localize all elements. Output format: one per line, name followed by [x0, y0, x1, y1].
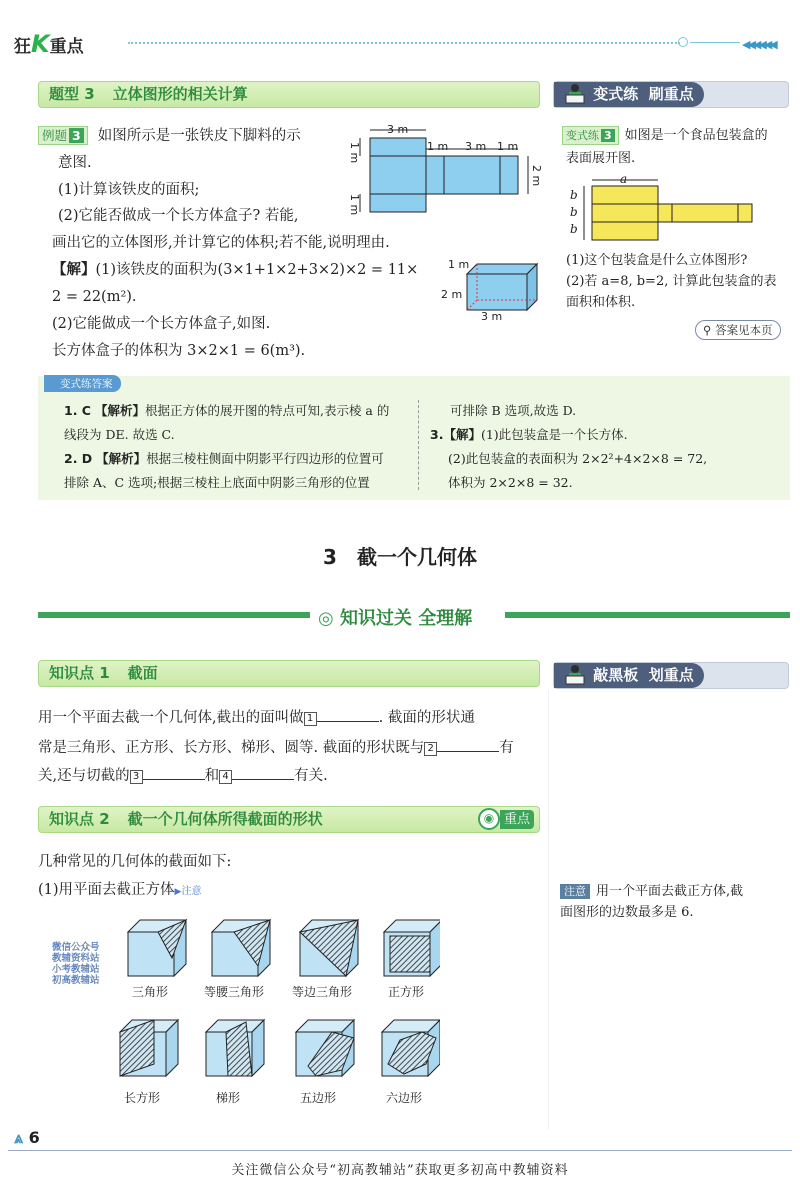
example-question-1: (1)计算该铁皮的面积;	[58, 182, 200, 198]
footer-text: 关注微信公众号“初高教辅站”获取更多初高中教辅资料	[231, 1163, 569, 1178]
net-label-right: 2 m	[530, 165, 543, 187]
footer-rule	[8, 1150, 792, 1151]
brand-logo: 狂K重点	[14, 30, 84, 58]
fig-label-b2: b	[570, 205, 578, 219]
note-line-2: 面图形的边数最多是 6.	[560, 905, 694, 920]
answer-2a: 2. D 【解析】根据三棱柱侧面中阴影平行四边形的位置可	[64, 451, 384, 466]
net-label-left1: 1 m	[348, 142, 361, 164]
swirl-icon: ◎	[318, 608, 334, 629]
example-line-1: 例题 3 如图所示是一张铁皮下脚料的示	[38, 126, 301, 146]
sheet-net-figure	[348, 118, 548, 218]
fig-label-b3: b	[570, 222, 578, 236]
header-arrows-icon: ◀◀◀◀◀◀	[742, 38, 775, 51]
net-label-a: 1 m	[427, 140, 449, 153]
cube-label-6: 梯形	[215, 1091, 240, 1105]
side-q1: (1)这个包装盒是什么立体图形?	[566, 253, 748, 268]
answers-panel	[38, 376, 790, 500]
answer-reference-link[interactable]: ⚲ 答案见本页	[695, 320, 781, 340]
answer-1a: 1. C 【解析】根据正方体的展开图的特点可知,表示棱 a 的	[64, 403, 390, 418]
answer-2b: 排除 A、C 选项;根据三棱柱上底面中阴影三角形的位置	[64, 475, 370, 490]
package-net-figure	[578, 172, 762, 242]
fig-label-a: a	[620, 172, 628, 186]
answer-3a: 3.【解】(1)此包装盒是一个长方体.	[430, 427, 628, 442]
solution-line-3: (2)它能做成一个长方体盒子,如图.	[52, 316, 271, 332]
example-line-2: 意图.	[58, 155, 92, 171]
answer-2c: 可排除 B 选项,故选 D.	[450, 403, 577, 418]
box-label-w: 3 m	[481, 310, 503, 323]
header-circle	[678, 37, 688, 47]
side-heading-keypoint: 敲黑板 划重点	[553, 662, 789, 689]
side-question-line-1: 变式练 3 如图是一个食品包装盒的	[562, 126, 768, 145]
cube-label-8: 六边形	[385, 1091, 422, 1105]
kp1-heading: 知识点 1 截面	[38, 660, 540, 687]
kp1-line-1: 用一个平面去截一个几何体,截出的面叫做 1 . 截面的形状通	[38, 710, 475, 726]
answers-divider	[418, 400, 419, 490]
cube-label-5: 长方形	[123, 1091, 160, 1105]
page-number: ⩓ 6	[14, 1128, 40, 1147]
solution-line-4: 长方体盒子的体积为 3×2×1 = 6(m³).	[52, 343, 306, 359]
section-title: 3 截一个几何体	[323, 545, 477, 569]
answers-label: 变式练答案	[44, 375, 121, 392]
side-question-line-2: 表面展开图.	[566, 151, 636, 166]
teacher-icon	[562, 663, 588, 687]
net-label-c: 1 m	[497, 140, 519, 153]
answer-1b: 线段为 DE. 故选 C.	[64, 427, 175, 442]
column-separator	[548, 690, 549, 1130]
side-q2b: 面积和体积.	[566, 295, 636, 310]
fig-label-b1: b	[570, 188, 578, 202]
section-heading-type3: 题型 3 立体图形的相关计算	[38, 81, 540, 108]
example-tag: 例题 3	[38, 126, 88, 145]
compass-icon: ⩓	[14, 1128, 24, 1147]
student-icon	[562, 82, 588, 106]
cube-label-4: 正方形	[387, 985, 424, 999]
kp2-subheading: (1)用平面去截正方体▶注意	[38, 882, 202, 898]
solution-line-1: 【解】(1)该铁皮的面积为(3×1+1×2+3×2)×2 = 11×	[52, 261, 419, 278]
cube-label-2: 等腰三角形	[203, 985, 264, 999]
cube-label-1: 三角形	[131, 985, 168, 999]
answer-3c: 体积为 2×2×8 = 32.	[448, 475, 573, 490]
note-link[interactable]: 注意	[181, 886, 202, 897]
side-heading-practice: 变式练 刷重点	[553, 81, 789, 108]
example-line-5: 画出它的立体图形,并计算它的体积;若不能,说明理由.	[52, 235, 390, 251]
note-line-1: 注意 用一个平面去截正方体,截	[560, 882, 743, 901]
key-badge: ◉ 重点	[478, 808, 534, 830]
kp1-line-2: 常是三角形、正方形、长方形、梯形、圆等. 截面的形状既与 2 有	[38, 740, 514, 756]
kp1-line-3: 关,还与切截的 3 和 4 有关.	[38, 768, 328, 784]
knowledge-banner: ◎ 知识过关 全理解	[310, 604, 480, 630]
watermark: 微信公众号 教辅资料站 小考教辅站 初高教辅站	[52, 942, 100, 986]
target-icon: ◉	[478, 808, 500, 830]
net-label-b: 3 m	[465, 140, 487, 153]
side-q2a: (2)若 a=8, b=2, 计算此包装盒的表	[566, 274, 777, 289]
cube-label-7: 五边形	[299, 1091, 336, 1105]
example-question-2: (2)它能否做成一个长方体盒子? 若能,	[58, 208, 299, 224]
header-line	[690, 42, 740, 43]
box-label-h: 1 m	[448, 258, 470, 271]
net-label-top: 3 m	[387, 123, 409, 136]
net-label-left2: 1 m	[348, 194, 361, 216]
solution-line-2: 2 = 22(m²).	[52, 289, 137, 305]
header-divider	[128, 42, 680, 44]
banner-line-left	[38, 612, 310, 618]
kp2-heading: 知识点 2 截一个几何体所得截面的形状	[38, 806, 540, 833]
practice-tag: 变式练 3	[562, 126, 619, 145]
answer-3b: (2)此包装盒的表面积为 2×2²+4×2×8 = 72,	[448, 451, 708, 466]
banner-line-right	[505, 612, 790, 618]
box-label-d: 2 m	[441, 288, 463, 301]
kp2-intro: 几种常见的几何体的截面如下:	[38, 854, 232, 870]
cube-label-3: 等边三角形	[291, 985, 352, 999]
box-3d-figure	[462, 262, 542, 312]
